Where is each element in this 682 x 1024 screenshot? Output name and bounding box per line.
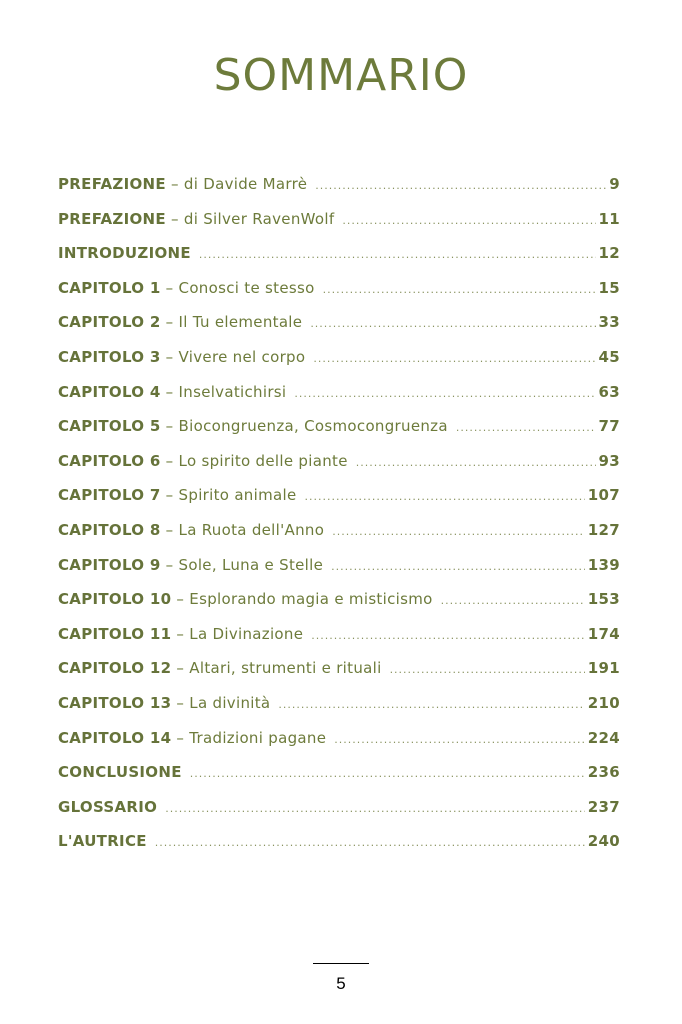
dot-leader [332, 525, 585, 538]
toc-entry-subtitle: – di Silver RavenWolf [165, 209, 335, 228]
toc-entry-label [58, 694, 270, 712]
toc-entry-subtitle: – Spirito animale [160, 486, 297, 505]
toc-entry-page: 236 [587, 763, 620, 782]
toc-entry-label [58, 348, 305, 366]
toc-entry-label [58, 313, 302, 331]
toc-entry-heading: CAPITOLO 13 [58, 693, 172, 712]
toc-entry-label [58, 832, 147, 850]
toc-entry-label [58, 625, 303, 643]
toc-entry-subtitle: – La Ruota dell'Anno [160, 520, 325, 539]
dot-leader [323, 283, 596, 296]
toc-entry-subtitle: – La divinità [171, 693, 271, 712]
toc-entry[interactable] [58, 729, 620, 764]
toc-entry[interactable] [58, 590, 620, 625]
toc-entry[interactable] [58, 763, 620, 798]
dot-leader [304, 490, 584, 503]
page-number: 5 [336, 974, 346, 993]
toc-entry-heading: CAPITOLO 14 [58, 728, 172, 747]
dot-leader [456, 421, 596, 434]
toc-entry-subtitle: – Lo spirito delle piante [160, 451, 348, 470]
toc-entry-heading: INTRODUZIONE [58, 244, 191, 263]
toc-entry[interactable] [58, 452, 620, 487]
dot-leader [165, 802, 585, 815]
toc-entry[interactable] [58, 832, 620, 867]
toc-entry-subtitle: – Vivere nel corpo [160, 347, 306, 366]
toc-entry-page: 237 [587, 797, 620, 816]
toc-entry-page: 11 [598, 209, 620, 228]
toc-entry-heading: CONCLUSIONE [58, 763, 182, 782]
toc-entry-heading: PREFAZIONE [58, 175, 166, 193]
toc-entry-heading: CAPITOLO 7 [58, 486, 161, 505]
toc-entry-subtitle: – Inselvatichirsi [160, 382, 287, 401]
toc-entry[interactable] [58, 556, 620, 591]
toc-entry-page: 77 [598, 417, 620, 436]
dot-leader [334, 733, 585, 746]
toc-entry-label [58, 210, 334, 228]
toc-entry-page: 210 [587, 693, 620, 712]
toc-entry-label [58, 175, 307, 193]
dot-leader [356, 456, 596, 469]
toc-entry-page: 93 [598, 451, 620, 470]
toc-entry-page: 12 [598, 244, 620, 263]
toc-entry-page: 15 [598, 278, 620, 297]
page-title: SOMMARIO [213, 50, 469, 101]
dot-leader [313, 352, 595, 365]
toc-entry-heading: CAPITOLO 12 [58, 659, 172, 678]
toc-entry-subtitle: – Esplorando magia e misticismo [171, 590, 433, 609]
toc-entry-subtitle: – Altari, strumenti e rituali [171, 659, 382, 678]
toc-entry-heading: CAPITOLO 3 [58, 347, 161, 366]
toc-entry[interactable] [58, 625, 620, 660]
toc-entry-page: 174 [587, 624, 620, 643]
toc-entry-label [58, 521, 324, 539]
toc-entry-page: 191 [587, 659, 620, 678]
dot-leader [342, 214, 595, 227]
toc-entry-label [58, 244, 191, 262]
dot-leader [199, 248, 596, 261]
dot-leader [190, 767, 585, 780]
dot-leader [315, 179, 606, 192]
table-of-contents [58, 175, 620, 867]
toc-entry-page: 63 [598, 382, 620, 401]
toc-entry[interactable] [58, 244, 620, 279]
toc-entry-label [58, 798, 157, 816]
toc-entry-page: 107 [587, 486, 620, 505]
toc-entry-page: 127 [587, 520, 620, 539]
toc-entry[interactable] [58, 210, 620, 245]
toc-entry-heading: CAPITOLO 11 [58, 624, 172, 643]
toc-entry-label [58, 729, 326, 747]
toc-entry-heading: CAPITOLO 5 [58, 417, 161, 436]
toc-entry-heading: GLOSSARIO [58, 797, 158, 816]
toc-entry-label [58, 383, 286, 401]
dot-leader [310, 317, 595, 330]
toc-entry-subtitle: – Conosci te stesso [160, 278, 315, 297]
toc-entry-label [58, 279, 315, 297]
toc-entry[interactable] [58, 175, 620, 210]
toc-entry-subtitle: – La Divinazione [171, 624, 304, 643]
toc-entry-label [58, 590, 433, 608]
toc-entry-subtitle: – Biocongruenza, Cosmocongruenza [160, 417, 448, 436]
toc-entry-label [58, 452, 348, 470]
toc-entry[interactable] [58, 383, 620, 418]
toc-entry-label [58, 417, 448, 435]
toc-entry-page: 9 [609, 175, 620, 193]
dot-leader [294, 387, 595, 400]
toc-entry-label [58, 486, 296, 504]
toc-entry[interactable] [58, 659, 620, 694]
toc-entry-subtitle: – Sole, Luna e Stelle [160, 555, 324, 574]
toc-entry-heading: PREFAZIONE [58, 209, 166, 228]
toc-entry[interactable] [58, 798, 620, 833]
dot-leader [155, 836, 585, 849]
toc-entry[interactable] [58, 521, 620, 556]
toc-entry[interactable] [58, 486, 620, 521]
footer-divider [313, 963, 369, 964]
toc-entry-page: 224 [587, 728, 620, 747]
toc-entry-page: 33 [598, 313, 620, 332]
toc-entry-heading: CAPITOLO 8 [58, 520, 161, 539]
toc-entry-heading: CAPITOLO 4 [58, 382, 161, 401]
dot-leader [441, 594, 585, 607]
toc-entry[interactable] [58, 279, 620, 314]
toc-entry-page: 45 [598, 347, 620, 366]
toc-entry[interactable] [58, 348, 620, 383]
toc-entry-heading: CAPITOLO 9 [58, 555, 161, 574]
toc-entry[interactable] [58, 417, 620, 452]
dot-leader [390, 663, 585, 676]
toc-entry-heading: CAPITOLO 6 [58, 451, 161, 470]
dot-leader [331, 560, 585, 573]
toc-entry[interactable] [58, 694, 620, 729]
toc-entry-label [58, 556, 323, 574]
toc-entry-label [58, 763, 182, 781]
toc-entry-page: 139 [587, 555, 620, 574]
toc-entry-heading: L'AUTRICE [58, 832, 147, 851]
toc-entry-subtitle: – Il Tu elementale [160, 313, 303, 332]
toc-entry-heading: CAPITOLO 10 [58, 590, 172, 609]
toc-entry-subtitle: – di Davide Marrè [165, 175, 308, 193]
toc-entry-subtitle: – Tradizioni pagane [171, 728, 327, 747]
toc-entry-heading: CAPITOLO 1 [58, 278, 161, 297]
toc-entry-heading: CAPITOLO 2 [58, 313, 161, 332]
toc-entry[interactable] [58, 313, 620, 348]
toc-entry-page: 153 [587, 590, 620, 609]
dot-leader [278, 698, 584, 711]
toc-entry-label [58, 659, 382, 677]
toc-entry-page: 240 [587, 832, 620, 851]
dot-leader [311, 629, 585, 642]
